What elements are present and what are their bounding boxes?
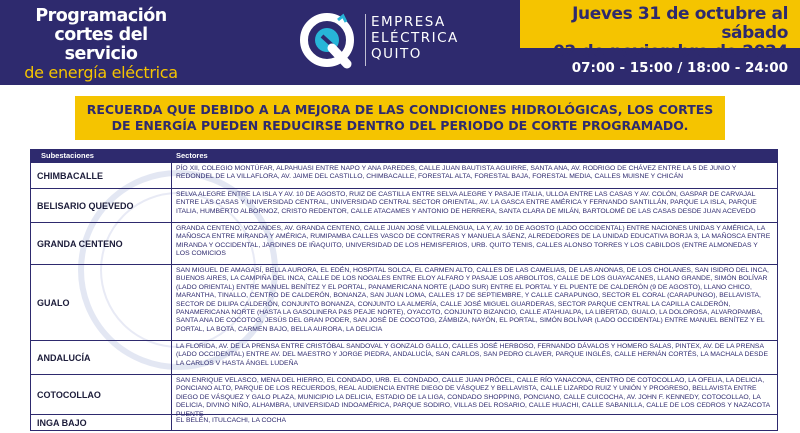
date-banner: [520, 0, 800, 62]
outage-times: 07:00 - 15:00 / 18:00 - 24:00: [571, 60, 788, 76]
column-header-sectors: Sectores: [176, 151, 208, 160]
table-header: [31, 150, 777, 162]
outage-table: [30, 149, 778, 431]
substation-name: INGA BAJO: [31, 415, 172, 430]
header-title: [16, 7, 186, 82]
sectors-list: EL BELÉN, ITULCACHI, LA COCHA: [176, 417, 287, 424]
date-line-2: 02 de noviembre de 2024: [553, 42, 788, 62]
table-row: [31, 374, 777, 418]
sectors-list: SELVA ALEGRE ENTRE LA ISLA Y AV. 10 DE AGOSTO, RUIZ DE CASTILLA ENTRE SELVA ALEGRE Y PASAJE ITALIA, ULLOA ENTRE LAS CASAS Y AV. COLÓN, GASPAR DE CARVAJAL ENTRE LAS CASAS Y UNIVERSIDAD CENTRAL, UNIVERSIDAD CENTRAL SECTOR ORIENTAL, AV. LA GASCA ENTRE AMÉRICA Y FERNANDO SANTILLÁN, PARQUE LA ISLA, PARQUE ITALIA, HUMBERTO ALBORNOZ, CRISTO REDENTOR, CALLE ATACAMES Y ANTONIO DE HERRERA, SANTA CLARA DE MILÁN, BARTOLOMÉ DE LAS CASAS DESDE JUAN ACEVEDO: [176, 191, 757, 215]
table-row: [31, 162, 777, 188]
table-row: [31, 414, 777, 430]
column-header-substation: Subestaciones: [41, 151, 94, 160]
sectors-list: SAN MIGUEL DE AMAGASÍ, BELLA AURORA, EL EDÉN, HOSPITAL SOLCA, EL CARMEN ALTO, CALLES DE LAS CAMELIAS, DE LAS ANONAS, DE LOS CHOLANES, SAN ISIDRO DEL INCA, BUENOS AIRES, LA CAMPIÑA DEL INCA, CALLE DE LOS NOGALES ENTRE ELOY ALFARO Y PASAJE LOS ARBOLITOS, CALLE DE LOS GUAYACANES, LLANO GRANDE, SIMÓN BOLÍVAR (LADO ORIENTAL) ENTRE MANUEL BENÍTEZ Y EL PORTAL, PANAMERICANA NORTE (LADO SUR) ENTRE EL PORTAL Y EL PUENTE DE CALDERÓN (9 DE AGOSTO), LLANO CHICO, MARANTHA, TINALLO, CENTRO DE CALDERÓN, BONANZA, SAN JUAN LOMA, CALLES 17 DE SEPTIEMBRE, Y CALLE CARAPUNGO, SECTOR EL CORAL (CARAPUNGO), BELLAVISTA, SECTOR DE DILIPA CALDERÓN, CONJUNTO BONANZA, CONJUNTO LA ALMERÍA, CALLE JOSÉ MIGUEL GUARDERAS, SECTOR PARQUE CENTRAL LA CAPILLA CALDERÓN, PANAMERICANA NORTE (HASTA LA GASOLINERA P&S PEAJE NORTE), OYACOTO, CONJUNTO BIZANCIO, CALLE ATAHUALPA, LA LIBERTAD, GUALO, LA DOLOROSA, ALVAROPAMBA, SANTA ANA DE COCOTOG, JESÚS DEL GRAN PODER, SAN JOSÉ DE COCOTOG, ZÁMBIZA, NAYÓN, EL PORTAL, SIMÓN BOLÍVAR (LADO OCCIDENTAL) ENTRE MANUEL BENÍTEZ Y EL PORTAL, LA BOTA, CARMEN BAJO, BELLA AURORA, LA DELICIA: [176, 267, 769, 333]
date-line-1: Jueves 31 de octubre al sábado: [572, 4, 788, 43]
table-row: [31, 222, 777, 264]
table-row: [31, 264, 777, 340]
substation-name: CHIMBACALLE: [31, 163, 172, 188]
title-line-2: cortes del servicio: [54, 25, 148, 64]
brand-name: [371, 14, 481, 62]
brand-divider: [365, 14, 366, 66]
sectors-list: SAN ENRIQUE VELASCO, MENA DEL HIERRO, EL CONDADO, URB. EL CONDADO, CALLE JUAN PRÓCEL, CALLE RÍO YANACONA, CENTRO DE COTOCOLLAO, LA OFELIA, LA DELICIA, PONCIANO ALTO, PARQUE DE LOS RECUERDOS, REAL AUDIENCIA ENTRE DIEGO DE VÁSQUEZ Y BELLAVISTA, CALLE LIZARDO RUIZ Y UNIÓN Y PROGRESO, BELLAVISTA ENTRE DIEGO DE VÁSQUEZ Y GALO PLAZA, MUNICIPIO LA DELICIA, ESTADIO DE LA LIGA, CONDADO SHOPPING, PONCIANO, CALLE CUICOCHA, AV. JOHN F. KENNEDY, COTOCOLLAO, LA DELICIA, DIVINO NIÑO, ALHAMBRA, UNIVERSIDAD INDOAMÉRICA, PARQUE SODIRO, VILLAS DEL ROSARIO, CALLE HUACHI, CALLE SABANILLA, CALLE DE LOS CEDROS Y NAZACOTA PUENTE: [176, 377, 770, 418]
substation-name: BELISARIO QUEVEDO: [31, 189, 172, 222]
page-header: [0, 0, 800, 85]
substation-name: ANDALUCÍA: [31, 341, 172, 374]
substation-name: GRANDA CENTENO: [31, 223, 172, 264]
eeq-logo-icon: [300, 12, 358, 70]
sectors-list: GRANDA CENTENO, VOZANDES, AV. GRANDA CENTENO, CALLE JUAN JOSÉ VILLALENGUA, LA Y, AV. 10 DE AGOSTO (LADO OCCIDENTAL) ENTRE NACIONES UNIDAS Y AMÉRICA, LA MAÑOSCA ENTRE MIRANDA Y AMÉRICA, RUMIPAMBA CALLES VASCO DE CONTRERAS Y MANUELA SÁENZ, ALREDEDORES DE LA UNIDAD EDUCATIVA BORJA 3, LA MAÑOSCA ENTRE MIRANDA Y OCCIDENTAL, JARDINES DE IÑAQUITO, UNIVERSIDAD DE LOS HEMISFERIOS, URB. QUITO TENIS, CALLES ALONSO TORRES Y LOS CABILDOS (ENTRE ALMONEDAS Y LOS COMICIOS: [176, 225, 771, 258]
brand-line-1: EMPRESA: [371, 14, 446, 30]
sectors-list: PÍO XII, COLEGIO MONTÚFAR, ALPAHUASI ENTRE NAPO Y ANA PAREDES, CALLE JUAN BAUTISTA AGUIRRE, SANTA ANA, AV. RODRIGO DE CHÁVEZ ENTRE LA 5 DE JUNIO Y REDONDEL DE LA VILLAFLORA, AV. JAIME DEL CASTILLO, CHIMBACALLE, FORESTAL ALTA, FORESTAL BAJA, FORESTAL MEDIA, CALLES MUISNE Y CHICÁN: [176, 165, 737, 181]
title-line-1: Programación: [35, 6, 167, 26]
brand-line-2: ELÉCTRICA: [371, 30, 459, 46]
notice-line-2: DE ENERGÍA PUEDEN REDUCIRSE DENTRO DEL PERIODO DE CORTE PROGRAMADO.: [111, 118, 689, 133]
notice-banner: [75, 96, 725, 140]
substation-name: GUALO: [31, 265, 172, 340]
table-row: [31, 188, 777, 222]
substation-name: COTOCOLLAO: [31, 375, 172, 414]
title-line-3: de energía eléctrica: [24, 63, 178, 82]
sectors-list: LA FLORIDA, AV. DE LA PRENSA ENTRE CRISTÓBAL SANDOVAL Y GONZALO GALLO, CALLES JOSÉ HERBOSO, FERNANDO DÁVALOS Y HOMERO SALAS, PINTEX, AV. DE LA PRENSA (LADO OCCIDENTAL) ENTRE AV. DEL MAESTRO Y JORGE PIEDRA, ANDALUCÍA, SAN CARLOS, SAN PEDRO CLAVER, PARQUE INGLÉS, CALLE HERNÁN CORTÉS, LA MACHALA DESDE LA CARLOS V HASTA ÁNGEL LUDEÑA: [176, 343, 768, 367]
notice-line-1: RECUERDA QUE DEBIDO A LA MEJORA DE LAS CONDICIONES HIDROLÓGICAS, LOS CORTES: [86, 102, 714, 117]
table-row: [31, 340, 777, 374]
brand-line-3: QUITO: [371, 46, 422, 62]
